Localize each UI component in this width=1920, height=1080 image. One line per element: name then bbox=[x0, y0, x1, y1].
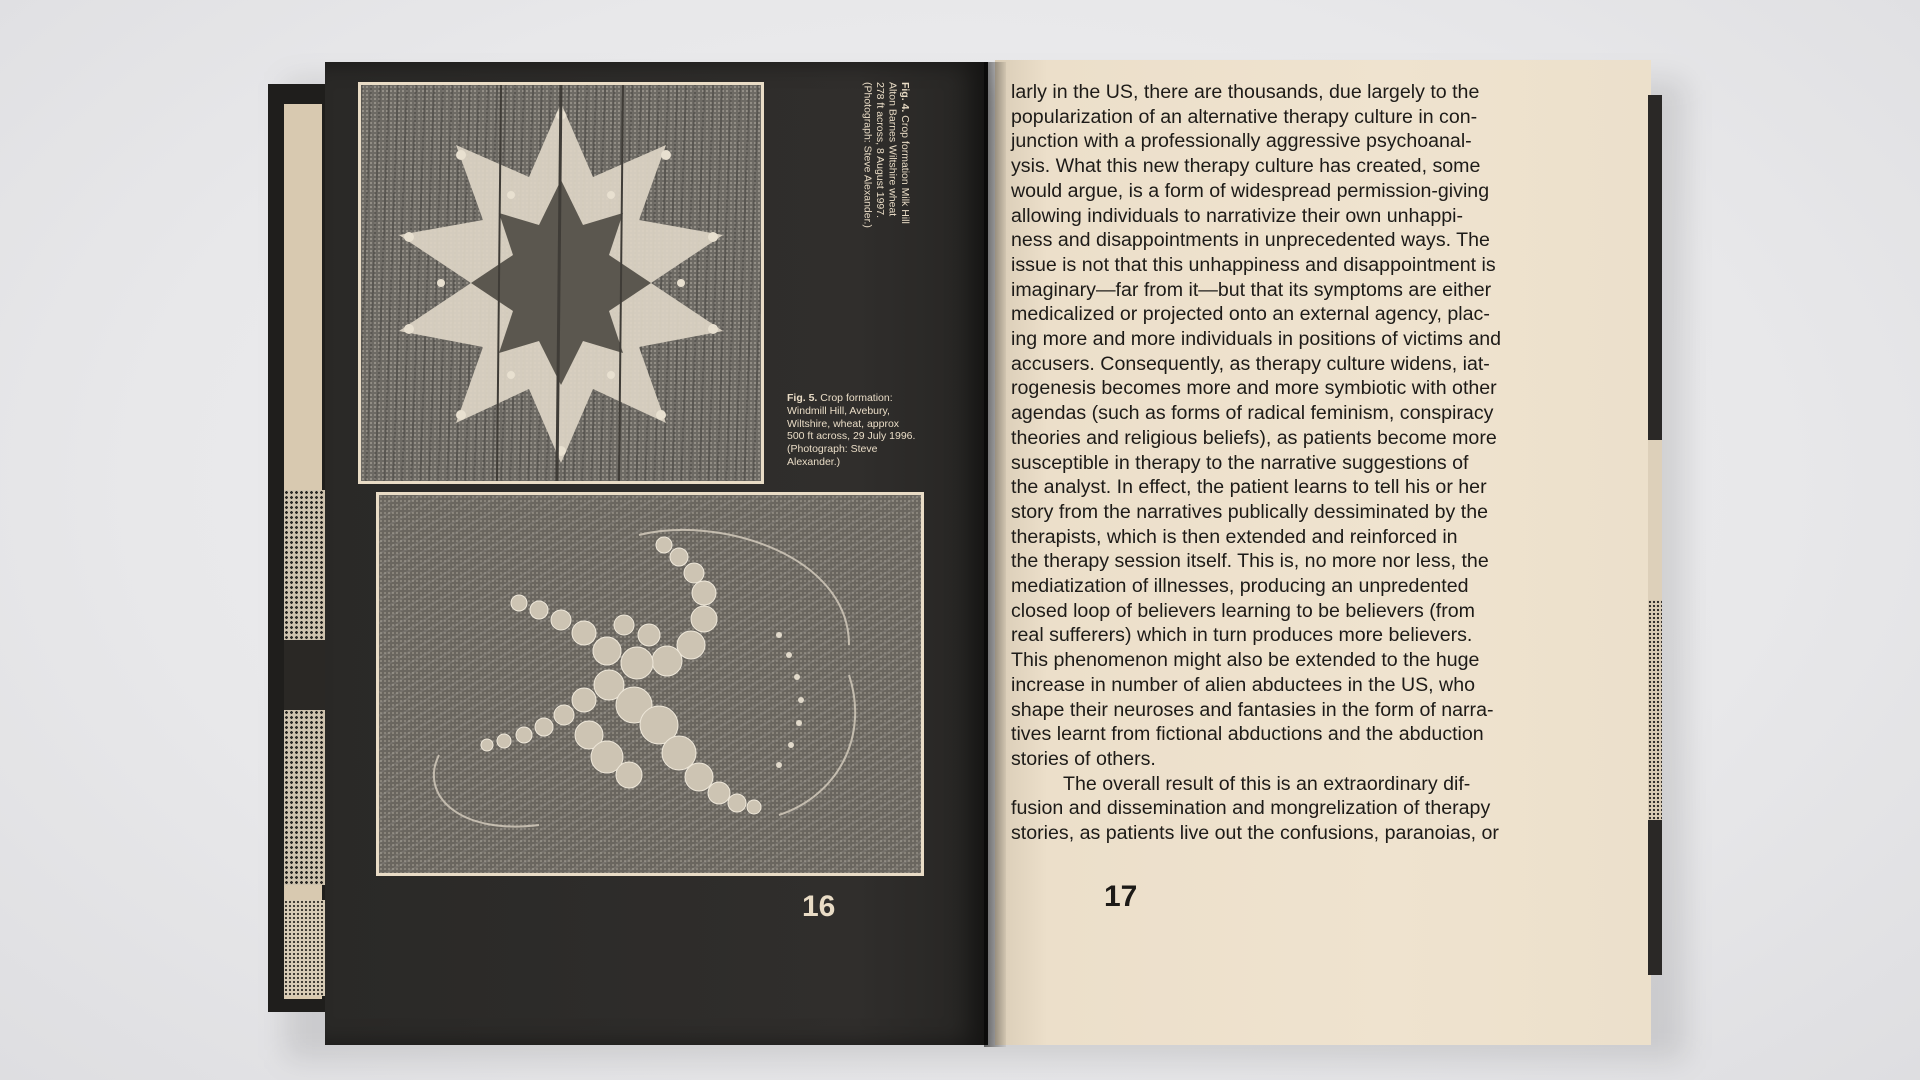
text-line: would argue, is a form of widespread permission-giving bbox=[1011, 179, 1490, 202]
crop-formation-photo-circles bbox=[376, 492, 924, 876]
text-line: agendas (such as forms of radical feminism, conspiracy bbox=[1011, 402, 1494, 425]
text-line: accusers. Consequently, as therapy culture widens, iat- bbox=[1011, 352, 1490, 375]
text-line: story from the narratives publically dessiminated by the bbox=[1011, 500, 1488, 523]
text-line: ing more and more individuals in positions of victims and bbox=[1011, 328, 1502, 351]
book-gutter bbox=[984, 62, 1006, 1047]
page-edge-dark-band bbox=[284, 640, 329, 710]
text-line: larly in the US, there are thousands, due largely to the bbox=[1011, 81, 1480, 103]
text-line: shape their neuroses and fantasies in the form of narra- bbox=[1011, 698, 1494, 721]
text-line: fusion and dissemination and mongrelization of therapy bbox=[1011, 797, 1491, 820]
circles-formation-drawing bbox=[379, 495, 921, 873]
text-line: therapists, which is then extended and reinforced in bbox=[1011, 525, 1458, 548]
text-line: tives learnt from fictional abductions and the abduction bbox=[1011, 723, 1484, 746]
text-line: susceptible in therapy to the narrative suggestions of bbox=[1011, 451, 1469, 474]
text-line: the therapy session itself. This is, no more nor less, the bbox=[1011, 550, 1489, 573]
text-line: rogenesis becomes more and more symbiotic with other bbox=[1011, 377, 1497, 400]
star-formation-drawing bbox=[361, 85, 761, 481]
text-line: the analyst. In effect, the patient learns to tell his or her bbox=[1011, 476, 1487, 499]
text-line: allowing individuals to narrativize their own unhappi- bbox=[1011, 204, 1463, 227]
right-page-edge-light bbox=[1648, 440, 1662, 600]
text-line: junction with a professionally aggressive psychoanal- bbox=[1011, 130, 1472, 153]
page-number-right: 17 bbox=[1104, 880, 1138, 913]
text-line: popularization of an alternative therapy culture in con- bbox=[1011, 105, 1478, 128]
text-line: This phenomenon might also be extended to the huge bbox=[1011, 649, 1480, 672]
text-line: The overall result of this is an extraordinary dif- bbox=[1063, 772, 1471, 795]
text-line: closed loop of believers learning to be believers (from bbox=[1011, 599, 1475, 622]
text-line: stories of others. bbox=[1011, 747, 1156, 770]
text-line: mediatization of illnesses, producing an unpredented bbox=[1011, 575, 1469, 598]
text-line: real sufferers) which in turn produces more believers. bbox=[1011, 624, 1473, 647]
page-number-left: 16 bbox=[802, 890, 836, 923]
text-line: medicalized or projected onto an external agency, plac- bbox=[1011, 303, 1490, 326]
halftone-page-edge-lower bbox=[284, 900, 329, 996]
figure-4-caption: Fig. 4. Crop formation Milk Hill Alton Barnes Wiltshire wheat 278 ft across, 8 August 1997. (Photograph: Steve Alexander.) bbox=[861, 82, 911, 228]
text-line: ness and disappointments in unprecedented ways. The bbox=[1011, 229, 1490, 252]
text-line: ysis. What this new therapy culture has created, some bbox=[1011, 155, 1481, 178]
text-line: increase in number of alien abductees in the US, who bbox=[1011, 673, 1475, 696]
text-line: stories, as patients live out the confusions, paranoias, or bbox=[1011, 822, 1499, 845]
right-page-edge-halftone bbox=[1648, 600, 1662, 820]
text-line: theories and religious beliefs), as patients become more bbox=[1011, 426, 1497, 449]
figure-5-caption: Fig. 5. Crop formation: Windmill Hill, Avebury, Wiltshire, wheat, approx 500 ft across, 29 July 1996. (Photograph: Steve Alexander.) bbox=[787, 392, 916, 468]
text-line: issue is not that this unhappiness and disappointment is bbox=[1011, 253, 1496, 276]
crop-formation-photo-star bbox=[358, 82, 764, 484]
body-text bbox=[1011, 80, 1567, 846]
text-line: imaginary—far from it—but that its symptoms are either bbox=[1011, 278, 1492, 301]
